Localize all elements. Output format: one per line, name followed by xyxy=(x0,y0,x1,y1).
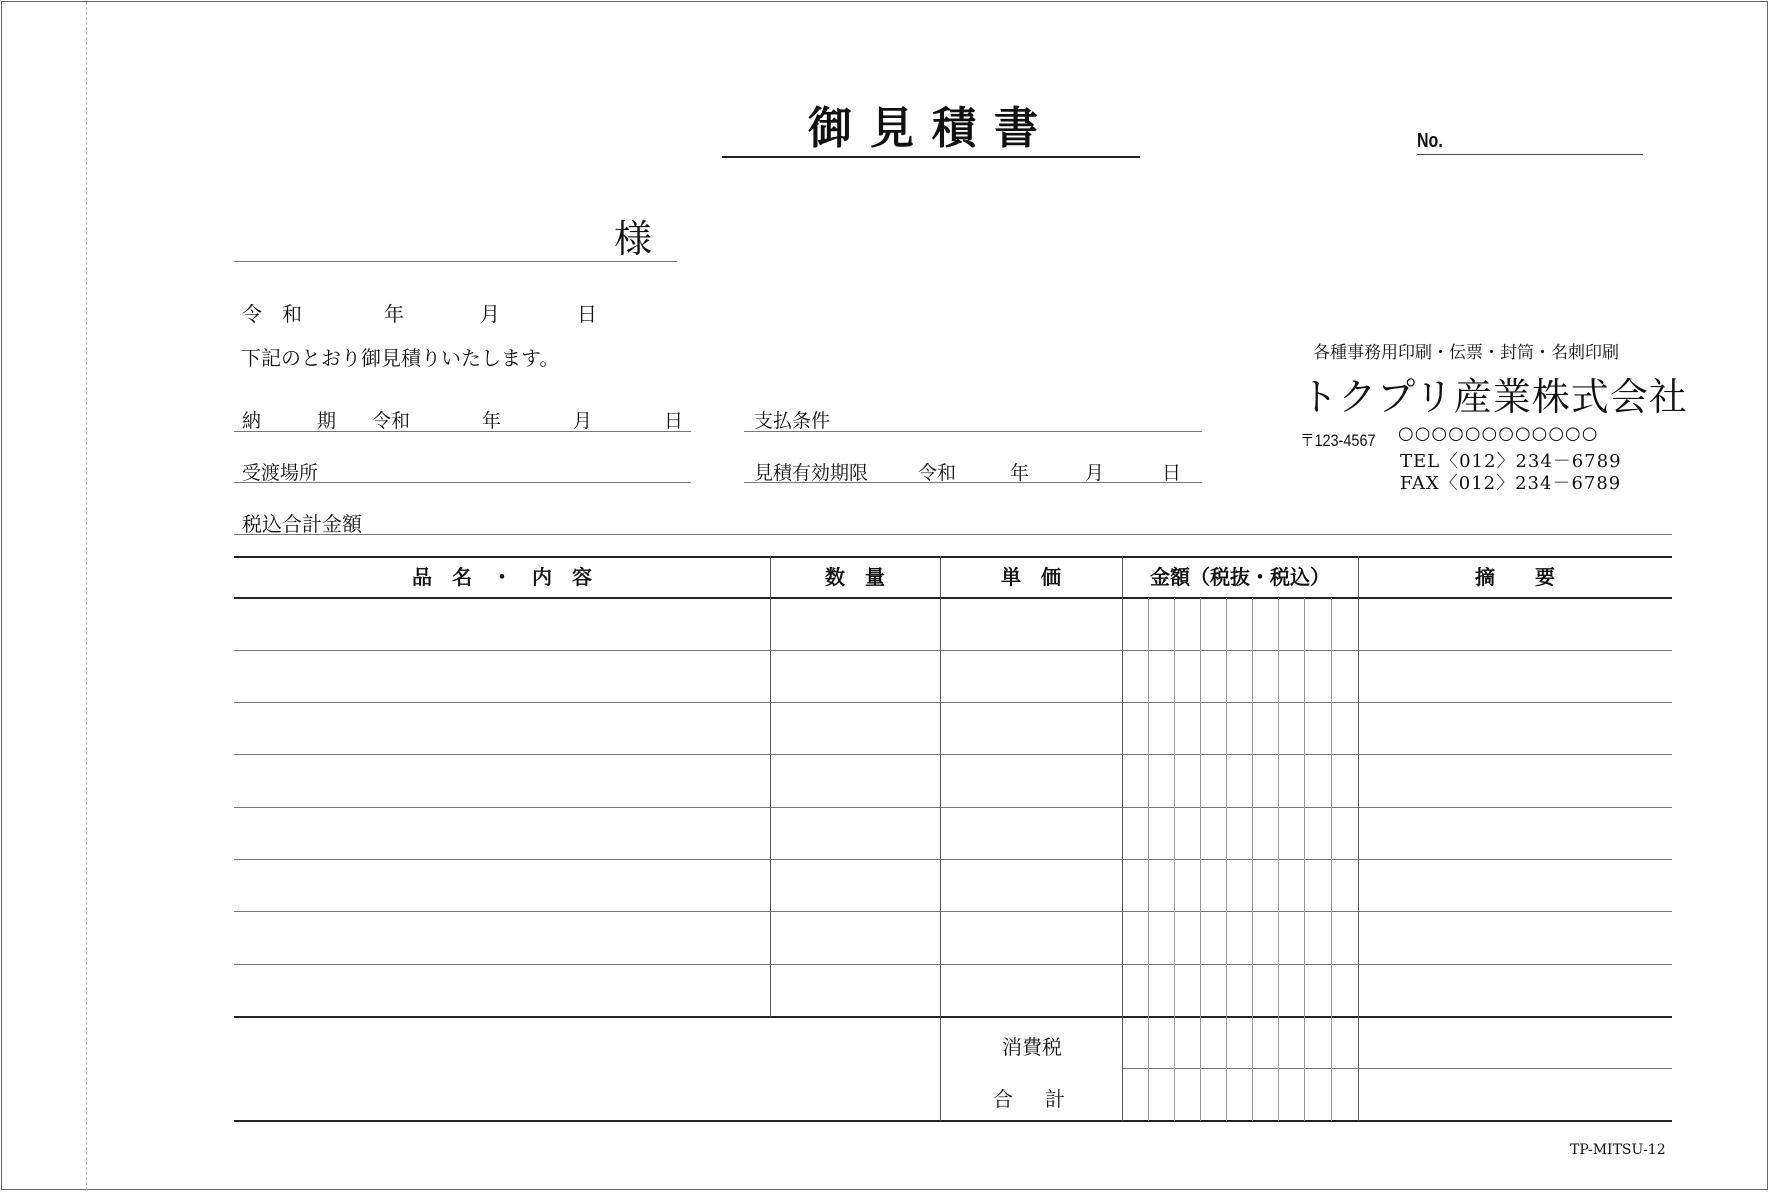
header-unit-price: 単 価 xyxy=(1001,565,1061,589)
validity-label: 見積有効期限 xyxy=(754,462,869,484)
perforation-line xyxy=(86,2,87,1190)
date-year: 年 xyxy=(384,302,404,326)
number-label: No. xyxy=(1417,130,1443,152)
number-field-line[interactable] xyxy=(1417,154,1643,155)
delivery-day: 日 xyxy=(664,410,684,432)
digit-divider xyxy=(1148,598,1149,1121)
digit-divider xyxy=(1304,598,1305,1121)
company-address: ○○○○○○○○○○○○ xyxy=(1398,423,1599,444)
company-postal-code: 〒123-4567 xyxy=(1300,431,1376,450)
header-quantity: 数 量 xyxy=(825,565,885,589)
payment-terms-field-line[interactable] xyxy=(744,431,1202,432)
validity-day: 日 xyxy=(1162,462,1182,484)
table-body-bottom xyxy=(234,1016,1672,1018)
digit-divider xyxy=(1252,598,1253,1121)
date-month: 月 xyxy=(480,302,500,326)
table-row[interactable] xyxy=(234,911,1672,912)
digit-divider xyxy=(1331,598,1332,1121)
intro-text: 下記のとおり御見積りいたします。 xyxy=(241,346,560,370)
payment-terms-label: 支払条件 xyxy=(754,410,831,432)
table-row[interactable] xyxy=(234,859,1672,860)
delivery-year: 年 xyxy=(482,410,502,432)
table-row[interactable] xyxy=(234,650,1672,651)
digit-divider xyxy=(1278,598,1279,1121)
estimate-table xyxy=(234,556,1672,1121)
table-bottom-border xyxy=(234,1120,1672,1122)
company-fax: FAX〈012〉234－6789 xyxy=(1400,473,1622,494)
document-title: 御見積書 xyxy=(808,103,1056,154)
consumption-tax-label: 消費税 xyxy=(1002,1035,1062,1059)
header-item-description: 品 名 ・ 内 容 xyxy=(412,565,592,589)
recipient-field-line[interactable] xyxy=(234,261,677,262)
digit-divider xyxy=(1174,598,1175,1121)
digit-divider xyxy=(1200,598,1201,1121)
grand-total-label: 合 計 xyxy=(993,1087,1071,1111)
company-name: トクプリ産業株式会社 xyxy=(1300,375,1688,419)
table-row[interactable] xyxy=(234,964,1672,965)
delivery-place-field-line[interactable] xyxy=(234,482,691,483)
summary-divider xyxy=(1122,1068,1672,1069)
delivery-place-label: 受渡場所 xyxy=(242,462,319,484)
table-row[interactable] xyxy=(234,754,1672,755)
validity-field-line[interactable] xyxy=(744,482,1202,483)
column-divider xyxy=(770,556,771,1017)
validity-year: 年 xyxy=(1010,462,1030,484)
header-amount: 金額（税抜・税込） xyxy=(1150,565,1330,589)
validity-era: 令和 xyxy=(918,462,957,484)
header-remarks: 摘 要 xyxy=(1475,565,1555,589)
total-amount-label: 税込合計金額 xyxy=(242,512,362,536)
company-tel: TEL〈012〉234－6789 xyxy=(1400,451,1622,472)
table-row[interactable] xyxy=(234,702,1672,703)
delivery-label: 納 期 xyxy=(242,410,343,432)
digit-divider xyxy=(1226,598,1227,1121)
date-era: 令 和 xyxy=(242,302,302,326)
delivery-month: 月 xyxy=(573,410,593,432)
document-code: TP-MITSU-12 xyxy=(1570,1142,1666,1158)
delivery-field-line[interactable] xyxy=(234,431,691,432)
date-day: 日 xyxy=(577,302,597,326)
column-divider xyxy=(1358,556,1359,1121)
total-amount-field-line[interactable] xyxy=(234,534,1672,535)
delivery-era: 令和 xyxy=(372,410,411,432)
honorific-label: 様 xyxy=(614,217,653,261)
table-row[interactable] xyxy=(234,807,1672,808)
validity-month: 月 xyxy=(1085,462,1105,484)
title-underline xyxy=(722,156,1140,158)
company-tagline: 各種事務用印刷・伝票・封筒・名刺印刷 xyxy=(1313,343,1619,363)
